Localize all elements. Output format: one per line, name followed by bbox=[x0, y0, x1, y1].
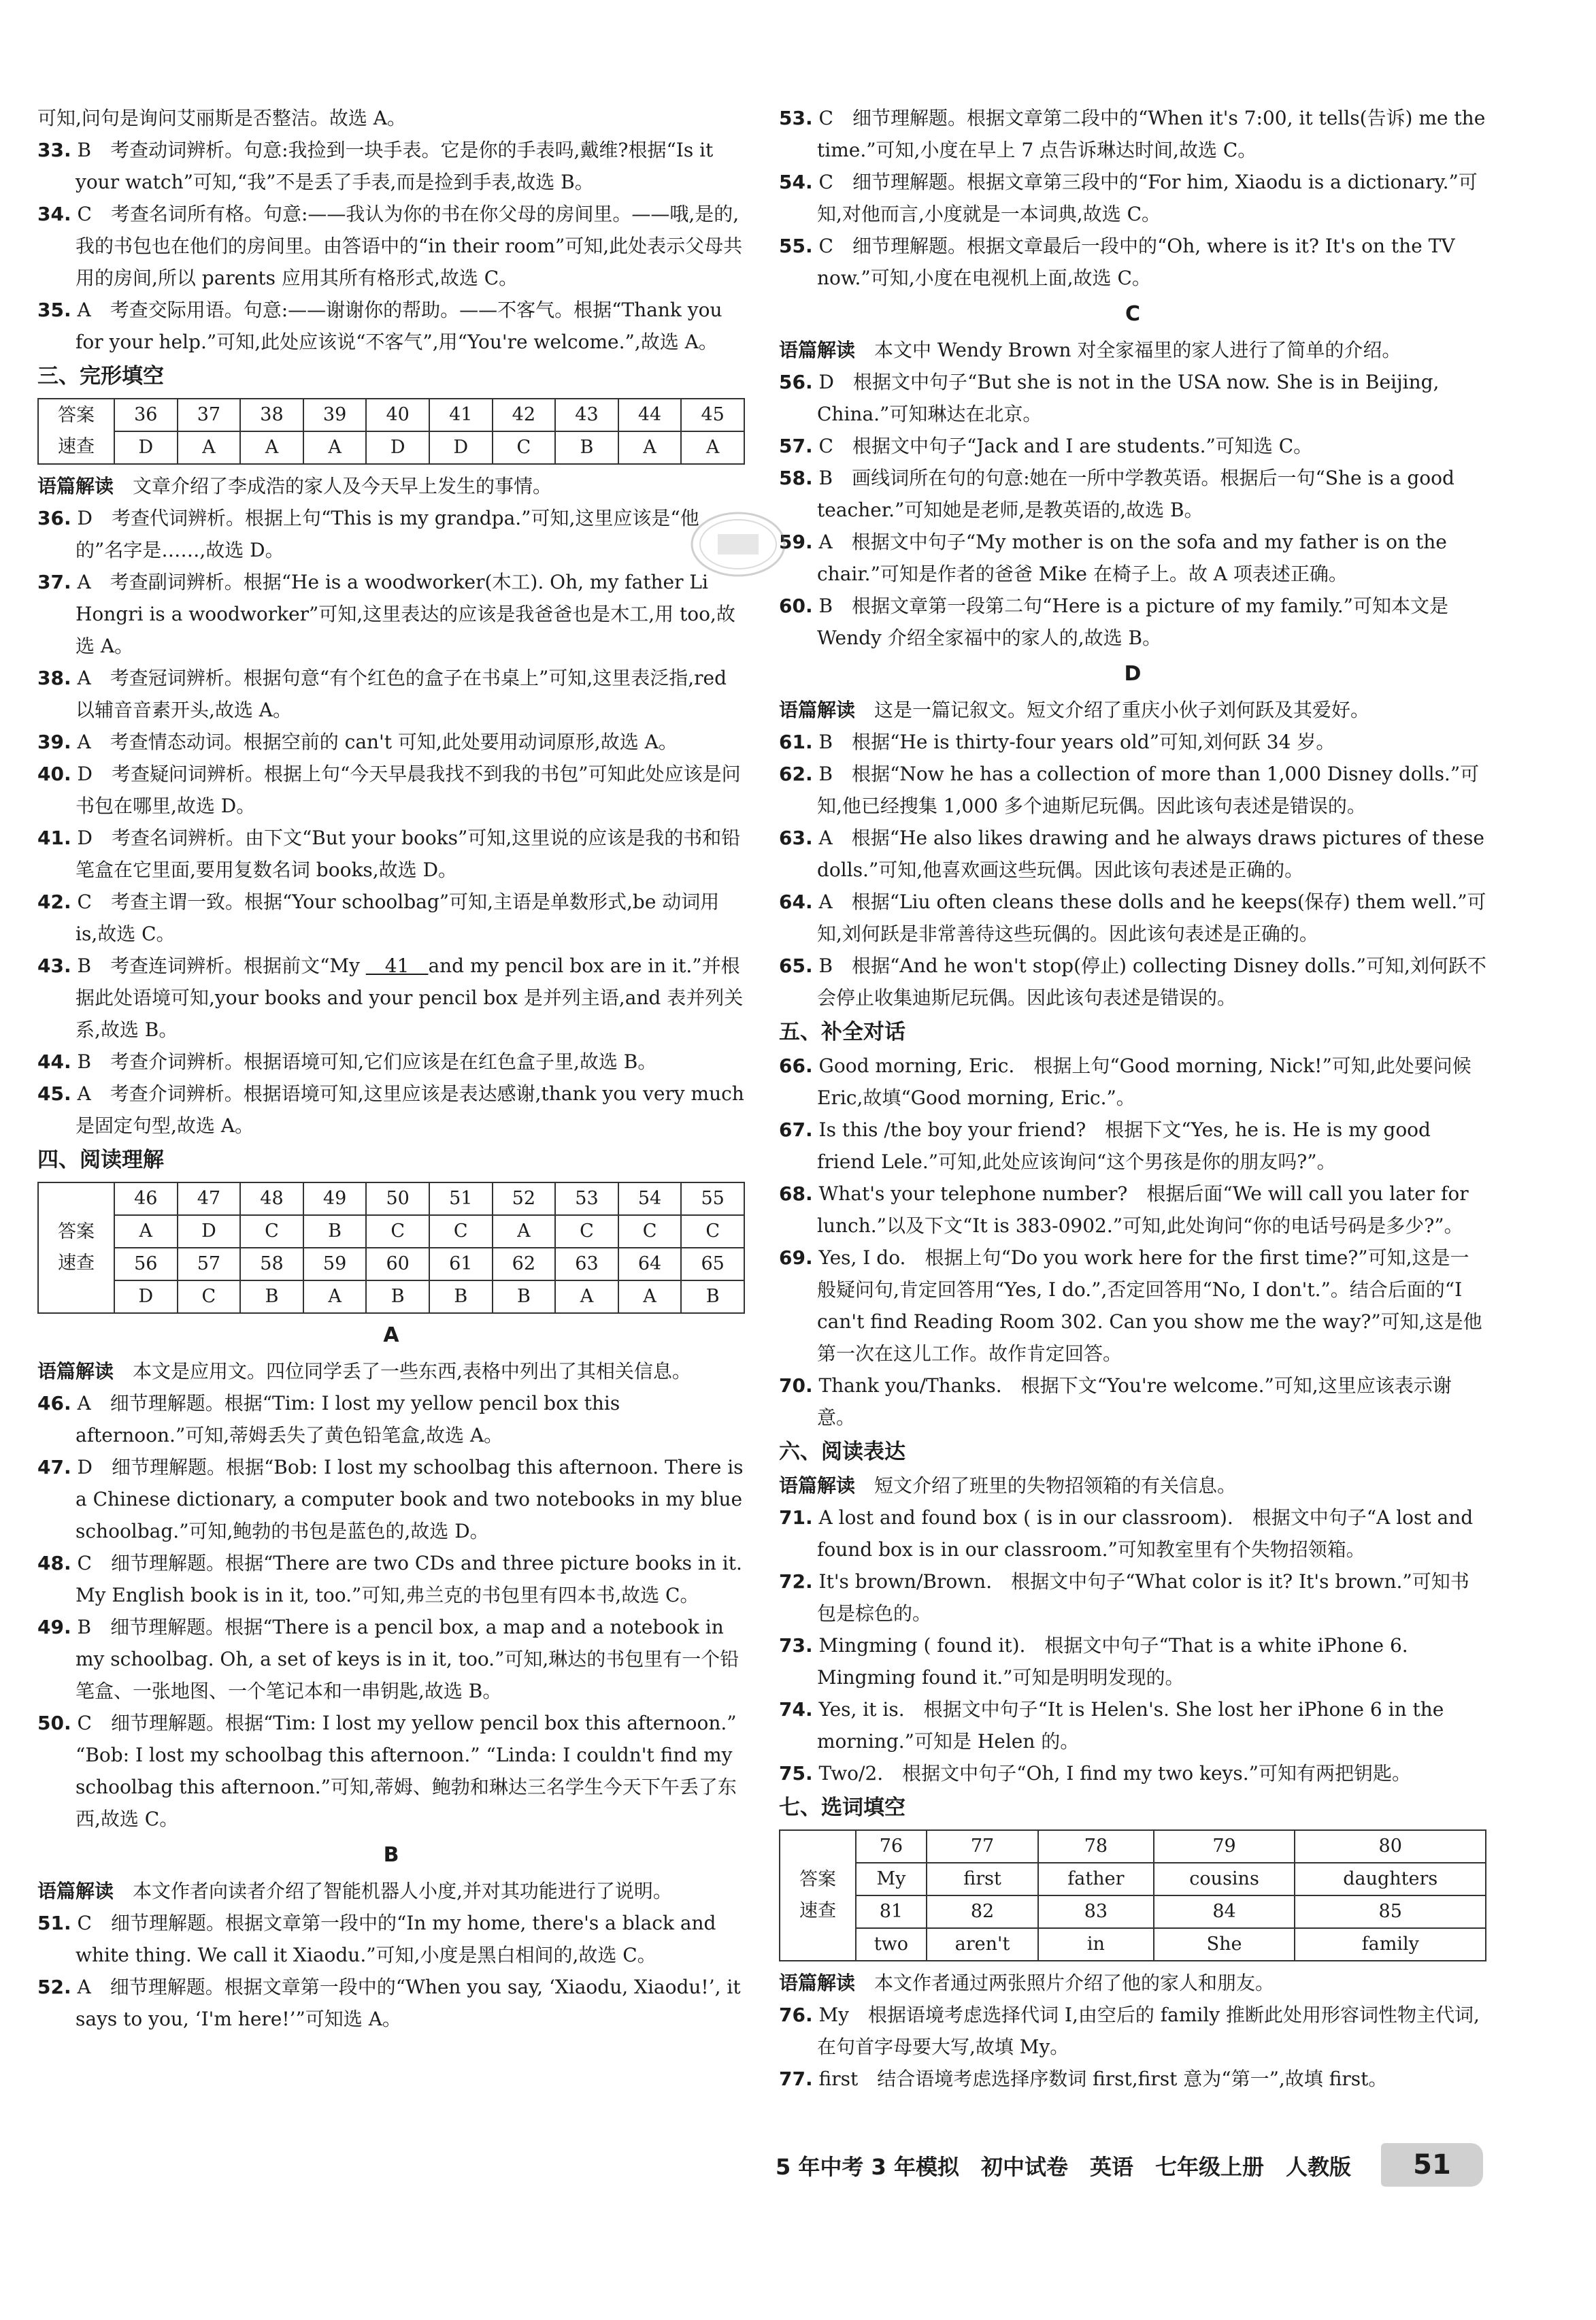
answer-item bbox=[37, 1078, 745, 1142]
item-text: Good morning, Eric. 根据上句“Good morning, Nick!”可知,此处要问候 Eric,故填“Good morning, Eric.”。 bbox=[817, 1055, 1472, 1109]
item-number: 56. bbox=[779, 371, 813, 393]
item-number: 43. bbox=[37, 955, 71, 977]
answer-cell: A bbox=[681, 431, 744, 464]
answer-cell: A bbox=[493, 1215, 556, 1248]
item-number: 53. bbox=[779, 107, 813, 129]
answer-item bbox=[37, 294, 745, 358]
answer-item bbox=[779, 590, 1486, 654]
question-number-cell: 56 bbox=[114, 1248, 178, 1280]
item-text: Mingming ( found it). 根据文中句子“That is a white iPhone 6. Mingming found it.”可知是明明发现的。 bbox=[817, 1634, 1408, 1689]
item-number: 68. bbox=[779, 1182, 813, 1205]
answer-item bbox=[779, 1999, 1486, 2063]
section-heading: 五、补全对话 bbox=[779, 1020, 905, 1044]
item-number: 45. bbox=[37, 1082, 71, 1105]
question-number-cell: 76 bbox=[856, 1830, 927, 1863]
item-text: What's your telephone number? 根据后面“We will call you later for lunch.”以及下文“It is 383-0902.”可知,此处询问“你的电话号码是多少?”。 bbox=[817, 1182, 1469, 1237]
paragraph-text: 可知,问句是询问艾丽斯是否整洁。故选 A。 bbox=[37, 107, 407, 129]
answer-item bbox=[779, 726, 1486, 758]
item-number: 67. bbox=[779, 1118, 813, 1141]
item-number: 64. bbox=[779, 891, 813, 913]
question-number-cell: 51 bbox=[429, 1182, 493, 1215]
answer-cell: father bbox=[1038, 1863, 1153, 1895]
answer-item bbox=[37, 1387, 745, 1451]
answer-cell: D bbox=[114, 431, 178, 464]
passage-summary bbox=[779, 694, 1486, 726]
answer-item bbox=[779, 1050, 1486, 1114]
passage-letter: B bbox=[383, 1843, 399, 1867]
item-number: 61. bbox=[779, 731, 813, 753]
item-text: C 细节理解题。根据文章第三段中的“For him, Xiaodu is a dictionary.”可知,对他而言,小度就是一本词典,故选 C。 bbox=[817, 171, 1478, 225]
item-number: 77. bbox=[779, 2068, 813, 2090]
question-number-cell: 38 bbox=[240, 399, 303, 431]
item-number: 52. bbox=[37, 1976, 71, 1998]
answer-item bbox=[37, 502, 745, 566]
item-number: 70. bbox=[779, 1374, 813, 1397]
answer-cell: in bbox=[1038, 1928, 1153, 1961]
item-number: 75. bbox=[779, 1762, 813, 1785]
question-number-cell: 77 bbox=[927, 1830, 1038, 1863]
item-text: D 考查代词辨析。根据上句“This is my grandpa.”可知,这里应该是“他的”名字是……,故选 D。 bbox=[76, 507, 699, 561]
question-number-cell: 62 bbox=[493, 1248, 556, 1280]
answer-cell: A bbox=[178, 431, 241, 464]
answer-item bbox=[779, 2063, 1486, 2095]
page-footer bbox=[776, 2143, 1524, 2191]
section-heading: 七、选词填空 bbox=[779, 1795, 905, 1820]
summary-tag: 语篇解读 bbox=[37, 1360, 114, 1382]
summary-text: 短文介绍了班里的失物招领箱的有关信息。 bbox=[855, 1474, 1237, 1497]
question-number-cell: 57 bbox=[178, 1248, 241, 1280]
question-number-cell: 83 bbox=[1038, 1895, 1153, 1928]
answer-cell: A bbox=[618, 431, 682, 464]
answer-cell: A bbox=[240, 431, 303, 464]
item-text: C 细节理解题。根据文章最后一段中的“Oh, where is it? It's on the TV now.”可知,小度在电视机上面,故选 C。 bbox=[817, 235, 1455, 289]
answer-cell: B bbox=[493, 1280, 556, 1313]
item-text: A lost and found box ( is in our classroom). 根据文中句子“A lost and found box is in our classroom.”可知教室里有个失物招领箱。 bbox=[817, 1506, 1474, 1561]
question-number-cell: 85 bbox=[1295, 1895, 1486, 1928]
answer-cell: B bbox=[555, 431, 618, 464]
item-number: 54. bbox=[779, 171, 813, 193]
question-number-cell: 58 bbox=[240, 1248, 303, 1280]
answer-item bbox=[37, 1907, 745, 1971]
question-number-cell: 81 bbox=[856, 1895, 927, 1928]
item-text: A 考查情态动词。根据空前的 can't 可知,此处要用动词原形,故选 A。 bbox=[77, 731, 678, 753]
table-row bbox=[38, 431, 744, 464]
item-text: C 细节理解题。根据“There are two CDs and three picture books in it. My English book is in it, too.”可知,弗兰克的书包里有四本书,故选 C。 bbox=[76, 1552, 742, 1606]
item-text: Two/2. 根据文中句子“Oh, I find my two keys.”可知有两把钥匙。 bbox=[818, 1762, 1411, 1785]
item-number: 41. bbox=[37, 827, 71, 849]
passage-summary bbox=[37, 1875, 745, 1907]
answer-item bbox=[779, 1757, 1486, 1789]
question-number-cell: 65 bbox=[681, 1248, 744, 1280]
item-number: 48. bbox=[37, 1552, 71, 1574]
item-number: 62. bbox=[779, 763, 813, 785]
question-number-cell: 40 bbox=[366, 399, 429, 431]
answer-cell: B bbox=[240, 1280, 303, 1313]
item-number: 37. bbox=[37, 571, 71, 593]
answer-cell: C bbox=[618, 1215, 682, 1248]
summary-text: 本文作者向读者介绍了智能机器人小度,并对其功能进行了说明。 bbox=[114, 1880, 672, 1902]
summary-tag: 语篇解读 bbox=[779, 1474, 856, 1497]
answer-cell: C bbox=[681, 1215, 744, 1248]
item-text: A 考查交际用语。句意:——谢谢你的帮助。——不客气。根据“Thank you for your help.”可知,此处应该说“不客气”,用“You're welcome.”,故选 A。 bbox=[76, 299, 722, 353]
item-number: 60. bbox=[779, 595, 813, 617]
item-number: 51. bbox=[37, 1912, 71, 1934]
item-text: D 根据文中句子“But she is not in the USA now. She is in Beijing, China.”可知琳达在北京。 bbox=[817, 371, 1440, 425]
item-text: B 细节理解题。根据“There is a pencil box, a map and a notebook in my schoolbag. Oh, a set of keys is in it, too.”可知,琳达的书包里有一个铅笔盒、一张地图、一个笔记本和一串钥匙,故选 B。 bbox=[76, 1616, 739, 1702]
answer-item bbox=[779, 886, 1486, 950]
item-number: 74. bbox=[779, 1698, 813, 1721]
question-number-cell: 49 bbox=[303, 1182, 367, 1215]
item-text: B 考查动词辨析。句意:我捡到一块手表。它是你的手表吗,戴维?根据“Is it your watch”可知,“我”不是丢了手表,而是捡到手表,故选 B。 bbox=[76, 139, 714, 193]
answer-cell: C bbox=[240, 1215, 303, 1248]
item-number: 55. bbox=[779, 235, 813, 257]
answer-key-table bbox=[37, 1182, 745, 1314]
answer-cell: daughters bbox=[1295, 1863, 1486, 1895]
answer-item bbox=[779, 1178, 1486, 1242]
answer-item bbox=[779, 950, 1486, 1014]
question-number-cell: 52 bbox=[493, 1182, 556, 1215]
question-number-cell: 44 bbox=[618, 399, 682, 431]
item-number: 72. bbox=[779, 1570, 813, 1593]
passage-letter: D bbox=[1124, 662, 1142, 686]
item-number: 36. bbox=[37, 507, 71, 529]
question-number-cell: 78 bbox=[1038, 1830, 1153, 1863]
answer-item bbox=[37, 566, 745, 662]
answer-cell: B bbox=[366, 1280, 429, 1313]
summary-tag: 语篇解读 bbox=[37, 475, 114, 497]
item-number: 38. bbox=[37, 667, 71, 689]
answer-cell: two bbox=[856, 1928, 927, 1961]
answer-key-label: 答案 速查 bbox=[38, 1182, 114, 1313]
summary-text: 本文是应用文。四位同学丢了一些东西,表格中列出了其相关信息。 bbox=[114, 1360, 691, 1382]
answer-item bbox=[37, 950, 745, 1046]
section-heading: 三、完形填空 bbox=[37, 364, 164, 388]
question-number-cell: 60 bbox=[366, 1248, 429, 1280]
question-number-cell: 42 bbox=[493, 399, 556, 431]
item-number: 47. bbox=[37, 1456, 71, 1478]
item-number: 42. bbox=[37, 891, 71, 913]
answer-cell: A bbox=[303, 1280, 367, 1313]
question-number-cell: 50 bbox=[366, 1182, 429, 1215]
item-number: 76. bbox=[779, 2004, 813, 2026]
item-text: Yes, it is. 根据文中句子“It is Helen's. She lost her iPhone 6 in the morning.”可知是 Helen 的。 bbox=[817, 1698, 1444, 1753]
answer-item bbox=[37, 1451, 745, 1547]
answer-item bbox=[37, 822, 745, 886]
answer-cell: C bbox=[555, 1215, 618, 1248]
question-number-cell: 55 bbox=[681, 1182, 744, 1215]
passage-summary bbox=[779, 334, 1486, 366]
question-number-cell: 63 bbox=[555, 1248, 618, 1280]
item-number: 69. bbox=[779, 1246, 813, 1269]
answer-item bbox=[37, 1971, 745, 2035]
question-number-cell: 80 bbox=[1295, 1830, 1486, 1863]
item-text: D 考查名词辨析。由下文“But your books”可知,这里说的应该是我的书和铅笔盒在它里面,要用复数名词 books,故选 D。 bbox=[76, 827, 741, 881]
answer-cell: She bbox=[1154, 1928, 1295, 1961]
item-number: 40. bbox=[37, 763, 71, 785]
item-number: 65. bbox=[779, 955, 813, 977]
question-number-cell: 84 bbox=[1154, 1895, 1295, 1928]
item-number: 35. bbox=[37, 299, 71, 321]
item-number: 39. bbox=[37, 731, 71, 753]
item-text: Is this /the boy your friend? 根据下文“Yes, he is. He is my good friend Lele.”可知,此处应该询问“这个男孩是你的朋友吗?”。 bbox=[817, 1118, 1431, 1173]
answer-item bbox=[779, 430, 1486, 462]
answer-cell: A bbox=[303, 431, 367, 464]
item-text: C 细节理解题。根据“Tim: I lost my yellow pencil box this afternoon.” “Bob: I lost my schoolbag this afternoon.” “Linda: I couldn't find my schoolbag this afternoon.”可知,蒂姆、鲍勃和琳达三名学生今天下午丢了东西,故选 C。 bbox=[76, 1712, 737, 1830]
answer-cell: C bbox=[178, 1280, 241, 1313]
question-number-cell: 39 bbox=[303, 399, 367, 431]
answer-cell: A bbox=[555, 1280, 618, 1313]
item-text: B 根据“He is thirty-four years old”可知,刘何跃 34 岁。 bbox=[818, 731, 1335, 753]
answer-cell: B bbox=[303, 1215, 367, 1248]
item-text: Yes, I do. 根据上句“Do you work here for the first time?”可知,这是一般疑问句,肯定回答用“Yes, I do.”,否定回答用“No, I don't.”。结合后面的“I can't find Reading Room 302. Can you show me the way?”可知,这是他第一次在这儿工作。故作肯定回答。 bbox=[817, 1246, 1482, 1365]
question-number-cell: 37 bbox=[178, 399, 241, 431]
answer-item bbox=[37, 1547, 745, 1611]
table-row bbox=[38, 399, 744, 431]
item-number: 34. bbox=[37, 203, 71, 225]
answer-cell: D bbox=[114, 1280, 178, 1313]
answer-item bbox=[779, 462, 1486, 526]
answer-item bbox=[779, 1693, 1486, 1757]
table-row bbox=[38, 1280, 744, 1313]
watermark-stamp-icon bbox=[687, 507, 789, 582]
item-text: B 画线词所在句的句意:她在一所中学教英语。根据后一句“She is a good teacher.”可知她是老师,是教英语的,故选 B。 bbox=[817, 467, 1454, 521]
item-text: A 根据文中句子“My mother is on the sofa and my father is on the chair.”可知是作者的爸爸 Mike 在椅子上。故 A 项表述正确。 bbox=[817, 531, 1447, 585]
item-number: 50. bbox=[37, 1712, 71, 1734]
item-text: B 根据文章第一段第二句“Here is a picture of my family.”可知本文是 Wendy 介绍全家福中的家人的,故选 B。 bbox=[817, 595, 1448, 649]
question-number-cell: 79 bbox=[1154, 1830, 1295, 1863]
answer-key-table bbox=[779, 1829, 1486, 1961]
answer-cell: B bbox=[681, 1280, 744, 1313]
answer-item bbox=[37, 198, 745, 294]
passage-summary bbox=[37, 470, 745, 502]
item-text: C 考查主谓一致。根据“Your schoolbag”可知,主语是单数形式,be 动词用 is,故选 C。 bbox=[76, 891, 720, 945]
answer-item bbox=[779, 166, 1486, 230]
question-number-cell: 54 bbox=[618, 1182, 682, 1215]
item-number: 58. bbox=[779, 467, 813, 489]
summary-text: 这是一篇记叙文。短文介绍了重庆小伙子刘何跃及其爱好。 bbox=[855, 699, 1370, 721]
answer-cell: aren't bbox=[927, 1928, 1038, 1961]
question-number-cell: 36 bbox=[114, 399, 178, 431]
answer-item bbox=[37, 726, 745, 758]
item-text: C 细节理解题。根据文章第二段中的“When it's 7:00, it tells(告诉) me the time.”可知,小度在早上 7 点告诉琳达时间,故选 C。 bbox=[817, 107, 1486, 161]
item-text: A 根据“Liu often cleans these dolls and he keeps(保存) them well.”可知,刘何跃是非常善待这些玩偶的。因此该句表述是正确的。 bbox=[817, 891, 1486, 945]
answer-key-label: 答案 速查 bbox=[780, 1830, 856, 1961]
question-number-cell: 45 bbox=[681, 399, 744, 431]
answer-cell: D bbox=[429, 431, 493, 464]
item-number: 63. bbox=[779, 827, 813, 849]
answer-item bbox=[37, 1707, 745, 1835]
answer-cell: cousins bbox=[1154, 1863, 1295, 1895]
answer-cell: C bbox=[429, 1215, 493, 1248]
answer-cell: My bbox=[856, 1863, 927, 1895]
item-number: 66. bbox=[779, 1055, 813, 1077]
answer-item bbox=[37, 1046, 745, 1078]
item-number: 57. bbox=[779, 435, 813, 457]
table-row bbox=[38, 1182, 744, 1215]
table-row bbox=[780, 1928, 1486, 1961]
left-column bbox=[37, 102, 745, 2035]
question-number-cell: 41 bbox=[429, 399, 493, 431]
item-number: 33. bbox=[37, 139, 71, 161]
question-number-cell: 46 bbox=[114, 1182, 178, 1215]
answer-item bbox=[37, 758, 745, 822]
item-text: A 考查冠词辨析。根据句意“有个红色的盒子在书桌上”可知,这里表泛指,red 以辅音音素开头,故选 A。 bbox=[76, 667, 727, 721]
question-number-cell: 64 bbox=[618, 1248, 682, 1280]
question-number-cell: 53 bbox=[555, 1182, 618, 1215]
passage-summary bbox=[37, 1355, 745, 1387]
section-heading: 四、阅读理解 bbox=[37, 1148, 164, 1172]
answer-item bbox=[37, 886, 745, 950]
item-text: A 考查副词辨析。根据“He is a woodworker(木工). Oh, my father Li Hongri is a woodworker”可知,这里表达的应该是我爸爸也是木工,用 too,故选 A。 bbox=[76, 571, 735, 657]
item-text: D 考查疑问词辨析。根据上句“今天早晨我找不到我的书包”可知此处应该是问书包在哪里,故选 D。 bbox=[76, 763, 741, 817]
answer-item bbox=[779, 366, 1486, 430]
item-text: C 细节理解题。根据文章第一段中的“In my home, there's a black and white thing. We call it Xiaodu.”可知,小度是黑白相间的,故选 C。 bbox=[76, 1912, 716, 1966]
summary-text: 本文作者通过两张照片介绍了他的家人和朋友。 bbox=[855, 1972, 1275, 1994]
answer-item bbox=[37, 134, 745, 198]
passage-summary bbox=[779, 1967, 1486, 1999]
answer-cell: first bbox=[927, 1863, 1038, 1895]
right-column bbox=[779, 102, 1486, 2095]
answer-item bbox=[779, 1242, 1486, 1370]
answer-item bbox=[779, 758, 1486, 822]
answer-key-table bbox=[37, 398, 745, 465]
item-number: 44. bbox=[37, 1050, 71, 1073]
item-text: and my pencil box are in it.”并根据此处语境可知,your books and your pencil box 是并列主语,and 表并列关系,故选 B。 bbox=[76, 955, 744, 1041]
answer-cell: C bbox=[493, 431, 556, 464]
answer-item bbox=[779, 1502, 1486, 1565]
question-number-cell: 61 bbox=[429, 1248, 493, 1280]
footer-series-title: 5 年中考 3 年模拟 初中试卷 英语 七年级上册 人教版 bbox=[776, 2154, 1351, 2180]
answer-item bbox=[779, 1370, 1486, 1434]
table-row bbox=[38, 1215, 744, 1248]
item-text: D 细节理解题。根据“Bob: I lost my schoolbag this afternoon. There is a Chinese dictionary, a computer book and two notebooks in my blue schoolbag.”可知,鲍勃的书包是蓝色的,故选 D。 bbox=[76, 1456, 744, 1542]
page-number: 51 bbox=[1381, 2143, 1483, 2187]
item-text: A 根据“He also likes drawing and he always draws pictures of these dolls.”可知,他喜欢画这些玩偶。因此该句表述是正确的。 bbox=[817, 827, 1484, 881]
answer-cell: D bbox=[366, 431, 429, 464]
answer-cell: A bbox=[114, 1215, 178, 1248]
summary-tag: 语篇解读 bbox=[779, 699, 856, 721]
item-text: My 根据语境考虑选择代词 I,由空后的 family 推断此处用形容词性物主代词,在句首字母要大写,故填 My。 bbox=[817, 2004, 1480, 2058]
passage-summary bbox=[779, 1470, 1486, 1502]
summary-tag: 语篇解读 bbox=[779, 1972, 856, 1994]
item-number: 49. bbox=[37, 1616, 71, 1638]
item-text: C 根据文中句子“Jack and I are students.”可知选 C。 bbox=[818, 435, 1313, 457]
item-text: first 结合语境考虑选择序数词 first,first 意为“第一”,故填 first。 bbox=[818, 2068, 1388, 2090]
answer-item bbox=[779, 1629, 1486, 1693]
answer-item bbox=[779, 1565, 1486, 1629]
question-number-cell: 48 bbox=[240, 1182, 303, 1215]
item-text: A 细节理解题。根据文章第一段中的“When you say, ‘Xiaodu, Xiaodu!’, it says to you, ‘I'm here!’”可知选 A。 bbox=[76, 1976, 741, 2030]
item-number: 73. bbox=[779, 1634, 813, 1657]
answer-item bbox=[779, 1114, 1486, 1178]
table-row bbox=[38, 1248, 744, 1280]
question-number-cell: 59 bbox=[303, 1248, 367, 1280]
item-number: 59. bbox=[779, 531, 813, 553]
answer-cell: B bbox=[429, 1280, 493, 1313]
answer-cell: D bbox=[178, 1215, 241, 1248]
answer-cell: family bbox=[1295, 1928, 1486, 1961]
table-row bbox=[780, 1830, 1486, 1863]
section-heading: 六、阅读表达 bbox=[779, 1440, 905, 1464]
item-text: Thank you/Thanks. 根据下文“You're welcome.”可知,这里应该表示谢意。 bbox=[817, 1374, 1452, 1429]
summary-text: 本文中 Wendy Brown 对全家福里的家人进行了简单的介绍。 bbox=[855, 339, 1401, 361]
table-row bbox=[780, 1895, 1486, 1928]
summary-tag: 语篇解读 bbox=[779, 339, 856, 361]
answer-item bbox=[779, 526, 1486, 590]
answer-item bbox=[37, 1611, 745, 1707]
answer-item bbox=[37, 662, 745, 726]
item-text: B 考查连词辨析。根据前文“My bbox=[77, 955, 366, 977]
item-number: 46. bbox=[37, 1392, 71, 1414]
summary-text: 文章介绍了李成浩的家人及今天早上发生的事情。 bbox=[114, 475, 552, 497]
item-text: C 考查名词所有格。句意:——我认为你的书在你父母的房间里。——哦,是的,我的书包也在他们的房间里。由答语中的“in their room”可知,此处表示父母共用的房间,所以 parents 应用其所有格形式,故选 C。 bbox=[76, 203, 743, 289]
table-row bbox=[780, 1863, 1486, 1895]
item-text: B 根据“And he won't stop(停止) collecting Disney dolls.”可知,刘何跃不会停止收集迪斯尼玩偶。因此该句表述是错误的。 bbox=[817, 955, 1486, 1009]
item-text: It's brown/Brown. 根据文中句子“What color is it? It's brown.”可知书包是棕色的。 bbox=[817, 1570, 1469, 1625]
answer-item bbox=[779, 230, 1486, 294]
item-text: B 考查介词辨析。根据语境可知,它们应该是在红色盒子里,故选 B。 bbox=[77, 1050, 657, 1073]
blank-number: 41 bbox=[365, 955, 429, 977]
summary-tag: 语篇解读 bbox=[37, 1880, 114, 1902]
passage-letter: C bbox=[1125, 302, 1141, 326]
item-text: A 细节理解题。根据“Tim: I lost my yellow pencil box this afternoon.”可知,蒂姆丢失了黄色铅笔盒,故选 A。 bbox=[76, 1392, 620, 1446]
item-text: B 根据“Now he has a collection of more than 1,000 Disney dolls.”可知,他已经搜集 1,000 多个迪斯尼玩偶。因此该句表述是错误的。 bbox=[817, 763, 1480, 817]
answer-cell: A bbox=[618, 1280, 682, 1313]
passage-letter: A bbox=[383, 1323, 399, 1347]
answer-key-label: 答案 速查 bbox=[38, 399, 114, 464]
question-number-cell: 82 bbox=[927, 1895, 1038, 1928]
answer-item bbox=[779, 102, 1486, 166]
question-number-cell: 43 bbox=[555, 399, 618, 431]
question-number-cell: 47 bbox=[178, 1182, 241, 1215]
answer-cell: C bbox=[366, 1215, 429, 1248]
answer-item bbox=[779, 822, 1486, 886]
item-text: A 考查介词辨析。根据语境可知,这里应该是表达感谢,thank you very much 是固定句型,故选 A。 bbox=[76, 1082, 744, 1137]
item-number: 71. bbox=[779, 1506, 813, 1529]
